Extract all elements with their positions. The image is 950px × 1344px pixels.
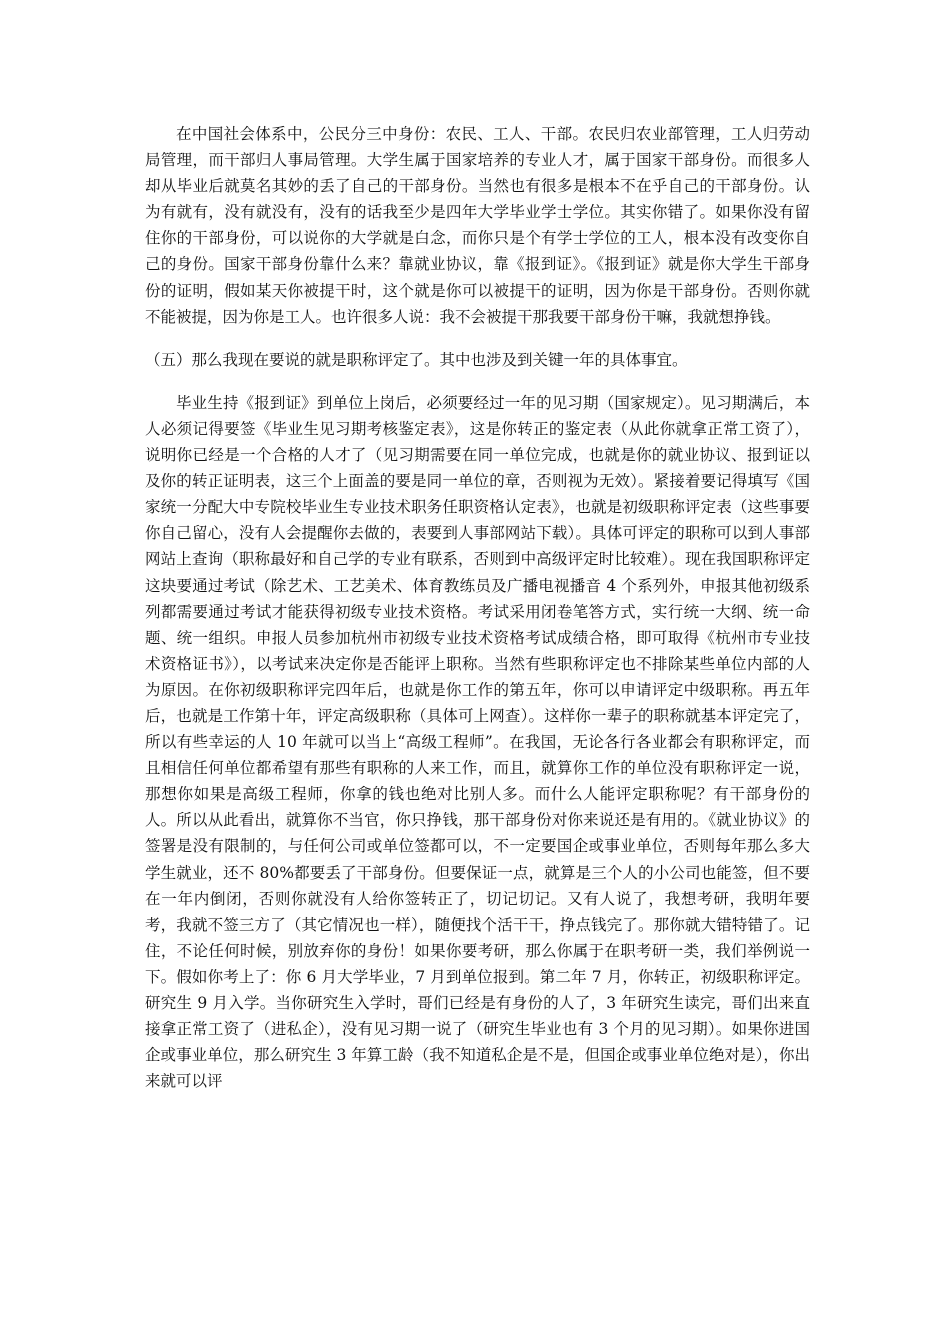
paragraph-title-evaluation: 毕业生持《报到证》到单位上岗后，必须要经过一年的见习期（国家规定）。见习期满后，本人必须记得要签《毕业生见习期考核鉴定表》，这是你转正的鉴定表（从此你就拿正常工资了），说明你已经是一个合格的人才了（见习期需要在同一单位完成，也就是你的就业协议、报到证以及你的转正证明表，这三个上面盖的要是同一单位的章，否则视为无效）。紧接着要记得填写《国家统一分配大中专院校毕业生专业技术职务任职资格认定表》，也就是初级职称评定表（这些事要你自己留心，没有人会提醒你去做的，表要到人事部网站下载）。具体可评定的职称可以到人事部网站上查询（职称最好和自己学的专业有联系，否则到中高级评定时比较难）。现在我国职称评定这块要通过考试（除艺术、工艺美术、体育教练员及广播电视播音 4 个系列外，申报其他初级系列都需要通过考试才能获得初级专业技术资格。考试采用闭卷笔答方式，实行统一大纲、统一命题、统一组织。申报人员参加杭州市初级专业技术资格考试成绩合格，即可取得《杭州市专业技术资格证书》），以考试来决定你是否能评上职称。当然有些职称评定也不排除某些单位内部的人为原因。在你初级职称评完四年后，也就是你工作的第五年，你可以申请评定中级职称。再五年后，也就是工作第十年，评定高级职称（具体可上网查）。这样你一辈子的职称就基本评定完了，所以有些幸运的人 10 年就可以当上“高级工程师”。在我国，无论各行各业都会有职称评定，而且相信任何单位都希望有那些有职称的人来工作，而且，就算你工作的单位没有职称评定一说，那想你如果是高级工程师，你拿的钱也绝对比别人多。而什么人能评定职称呢？有干部身份的人。所以从此看出，就算你不当官，你只挣钱，那干部身份对你来说还是有用的。《就业协议》的签署是没有限制的，与任何公司或单位签都可以，不一定要国企或事业单位，否则每年那么多大学生就业，还不 80%都要丢了干部身份。但要保证一点，就算是三个人的小公司也能签，但不要在一年内倒闭，否则你就没有人给你签转正了，切记切记。又有人说了，我想考研，我明年要考，我就不签三方了（其它情况也一样），随便找个活干干，挣点钱完了。那你就大错特错了。记住，不论任何时候，别放弃你的身份！如果你要考研，那么你属于在职考研一类，我们举例说一下。假如你考上了：你 6 月大学毕业，7 月到单位报到。第二年 7 月，你转正，初级职称评定。研究生 9 月入学。当你研究生入学时，哥们已经是有身份的人了，3 年研究生读完，哥们出来直接拿正常工资了（进私企），没有见习期一说了（研究生毕业也有 3 个月的见习期）。如果你进国企或事业单位，那么研究生 3 年算工龄（我不知道私企是不是，但国企或事业单位绝对是），你出来就可以评: [145, 393, 810, 1091]
section-heading-five: （五）那么我现在要说的就是职称评定了。其中也涉及到关键一年的具体事宜。: [145, 350, 688, 369]
paragraph-identity: 在中国社会体系中，公民分三中身份：农民、工人、干部。农民归农业部管理，工人归劳动局管理，而干部归人事局管理。大学生属于国家培养的专业人才，属于国家干部身份。而很多人却从毕业后就莫名其妙的丢了自己的干部身份。当然也有很多是根本不在乎自己的干部身份。认为有就有，没有就没有，没有的话我至少是四年大学毕业学士学位。其实你错了。如果你没有留住你的干部身份，可以说你的大学就是白念，而你只是个有学士学位的工人，根本没有改变你自己的身份。国家干部身份靠什么来？靠就业协议，靠《报到证》。《报到证》就是你大学生干部身份的证明，假如某天你被提干时，这个就是你可以被提干的证明，因为你是干部身份。否则你就不能被提，因为你是工人。也许很多人说：我不会被提干那我要干部身份干嘛，我就想挣钱。: [145, 125, 810, 326]
document-page: [145, 121, 810, 1094]
